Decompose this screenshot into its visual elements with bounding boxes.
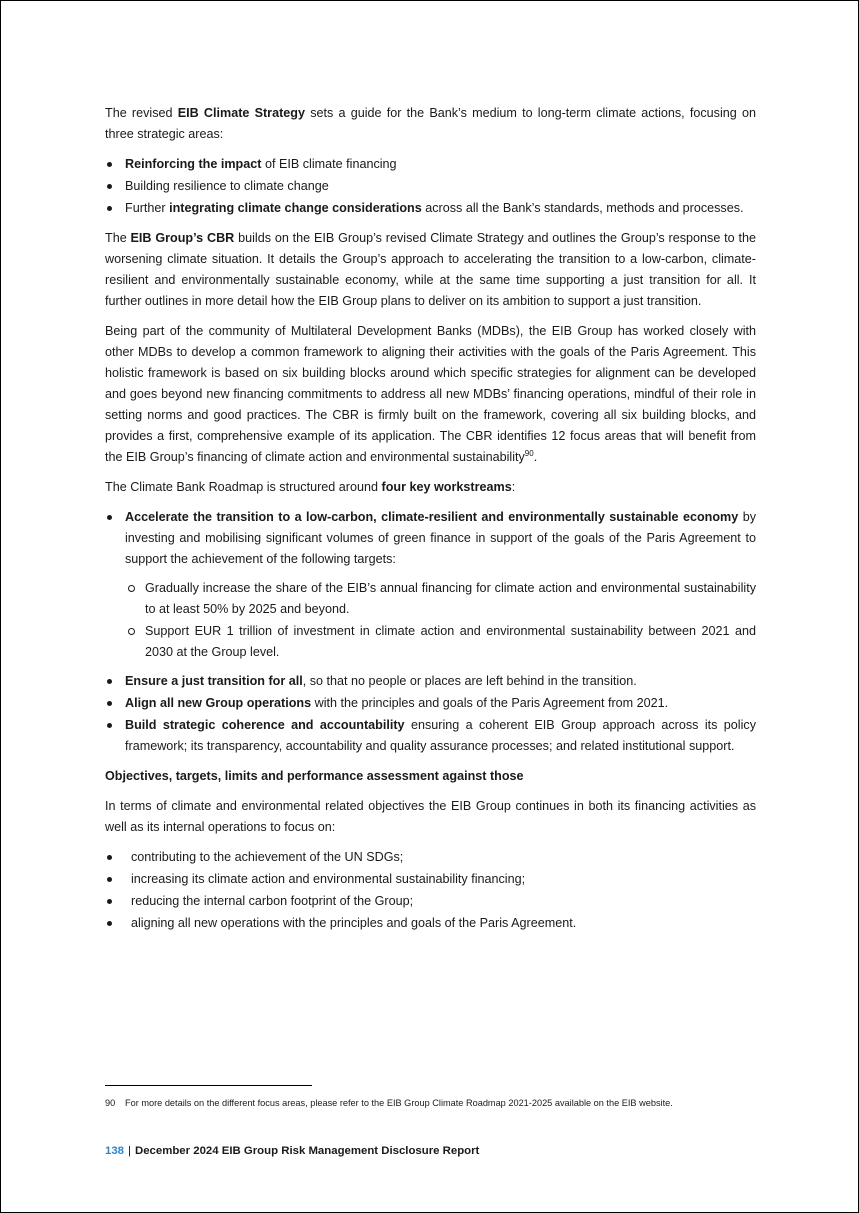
objectives-intro: In terms of climate and environmental related objectives the EIB Group continues in both its financing activities as well as its internal operations to focus on: (105, 799, 756, 834)
roadmap-intro-paragraph (105, 477, 756, 498)
item-text: Further (125, 201, 170, 215)
cbr-paragraph (105, 228, 756, 312)
roadmap-text: The Climate Bank Roadmap is structured around (105, 480, 382, 494)
list-item (105, 715, 756, 757)
item-text: , so that no people or places are left behind in the transition. (302, 674, 637, 688)
item-text: of EIB climate financing (261, 157, 397, 171)
sublist-item: Support EUR 1 trillion of investment in climate action and environmental sustainability between 2021 and 2030 at the Group level. (125, 621, 756, 663)
footnote-reference[interactable]: 90 (524, 448, 534, 458)
item-bold: integrating climate change considerations (169, 201, 422, 215)
mdb-paragraph (105, 321, 756, 468)
footnote (105, 1096, 785, 1110)
section-heading: Objectives, targets, limits and performance assessment against those (105, 769, 524, 783)
item-bold: Build strategic coherence and accountability (125, 718, 405, 732)
page-footer (105, 1142, 479, 1160)
intro-text-end: sets a guide for the Bank’s medium to long-term climate actions, focusing on three strategic areas: (105, 106, 756, 141)
list-item: reducing the internal carbon footprint of the Group; (105, 891, 756, 912)
list-item (105, 693, 756, 714)
roadmap-text-end: : (511, 480, 516, 494)
mdb-text: Being part of the community of Multilateral Development Banks (MDBs), the EIB Group has worked closely with other MDBs to develop a common framework to aligning their activities with the goals of the Paris Agreement. This holistic framework is based on six building blocks around which specific strategies for alignment can be developed and goes beyond new financing commitments to address all new MDBs’ financing operations, mindful of their role in setting norms and good practices. The CBR is firmly built on the framework, covering all six building blocks, and provides a first, comprehensive example of its application. The CBR identifies 12 focus areas that will benefit from the EIB Group’s financing of climate action and environmental sustainability (105, 324, 756, 464)
targets-sublist (125, 578, 756, 663)
list-item (105, 176, 756, 197)
item-text: ensuring a coherent EIB Group approach across its policy framework; its transparency, accountability and quality assurance processes; and related institutional support. (125, 718, 756, 753)
item-bold: Ensure a just transition for all (125, 674, 303, 688)
list-item: contributing to the achievement of the UN SDGs; (105, 847, 756, 868)
list-item (105, 671, 756, 692)
list-item (105, 154, 756, 175)
cbr-bold: EIB Group’s CBR (130, 231, 235, 245)
strategic-areas-list (105, 154, 756, 219)
cbr-text-end: builds on the EIB Group’s revised Climate Strategy and outlines the Group’s response to the worsening climate situation. It details the Group’s approach to accelerating the transition to a low-carbon, climate-resilient and environmentally sustainable economy, while at the same time supporting a just transition for all. It further outlines in more detail how the EIB Group plans to deliver on its ambition to support a just transition. (105, 231, 756, 308)
intro-bold: EIB Climate Strategy (177, 106, 305, 120)
sublist-item: Gradually increase the share of the EIB’s annual financing for climate action and environmental sustainability to at least 50% by 2025 and beyond. (125, 578, 756, 620)
list-item (105, 198, 756, 219)
list-item: aligning all new operations with the principles and goals of the Paris Agreement. (105, 913, 756, 934)
main-content (105, 103, 756, 943)
intro-text: The revised (105, 106, 178, 120)
list-item: increasing its climate action and environmental sustainability financing; (105, 869, 756, 890)
footnote-number: 90 (105, 1098, 116, 1108)
item-text: with the principles and goals of the Paris Agreement from 2021. (311, 696, 669, 710)
footnote-divider (105, 1085, 312, 1086)
item-text: by investing and mobilising significant volumes of green finance in support of the goals of the Paris Agreement to support the achievement of the following targets: (125, 510, 756, 566)
roadmap-bold: four key workstreams (381, 480, 512, 494)
item-bold: Accelerate the transition to a low-carbon, climate-resilient and environmentally sustainable economy (125, 510, 739, 524)
page-number: 138 (105, 1145, 125, 1157)
item-text: Building resilience to climate change (125, 179, 329, 193)
objectives-list (105, 847, 756, 934)
item-bold: Reinforcing the impact (125, 157, 262, 171)
item-text: across all the Bank’s standards, methods and processes. (421, 201, 744, 215)
list-item (105, 507, 756, 663)
item-bold: Align all new Group operations (125, 696, 312, 710)
mdb-text-end: . (533, 450, 538, 464)
footer-title: December 2024 EIB Group Risk Management Disclosure Report (134, 1145, 480, 1157)
footer-separator: | (128, 1145, 131, 1157)
cbr-text: The (105, 231, 131, 245)
workstreams-list (105, 507, 756, 757)
footnote-text: For more details on the different focus areas, please refer to the EIB Group Climate Roadmap 2021-2025 available on the EIB website. (125, 1098, 673, 1108)
intro-paragraph (105, 103, 756, 145)
